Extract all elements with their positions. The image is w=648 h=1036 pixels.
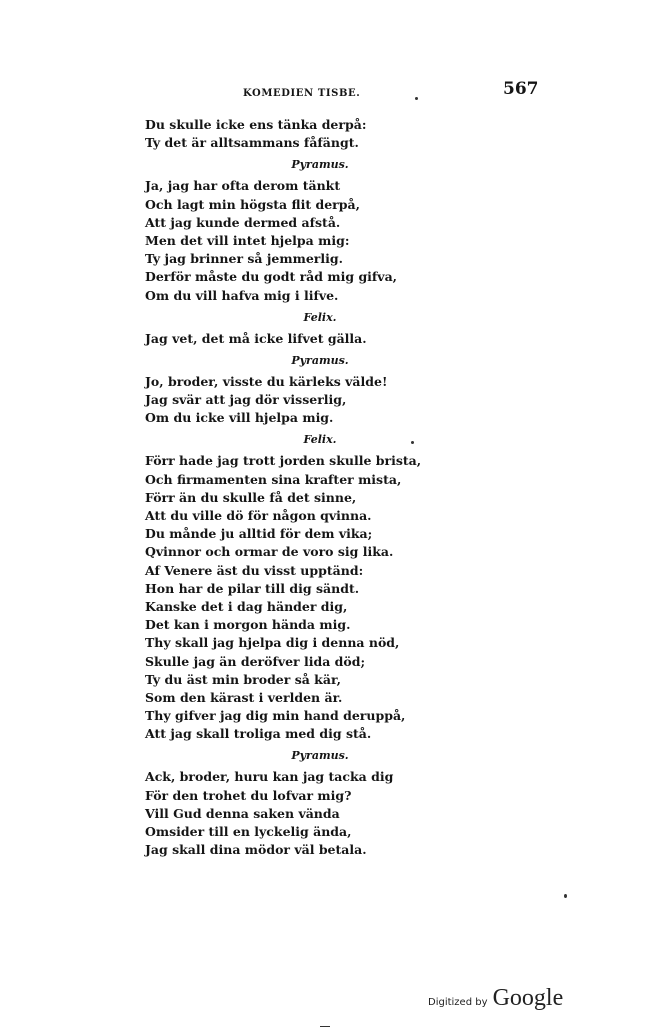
verse-line: För den trohet du lofvar mig? [145, 787, 352, 803]
verse-line: Att du ville dö för någon qvinna. [145, 508, 372, 523]
scan-speck [320, 1026, 330, 1027]
verse-line: Omsider till en lyckelig ända, [145, 824, 352, 839]
digitized-by-label: Digitized by [428, 997, 488, 1008]
verse-line: Hon har de pilar till dig sändt. [145, 580, 360, 596]
verse-line: Att jag kunde dermed afstå. [145, 214, 341, 230]
verse-line: Skulle jag än deröfver lida död; [145, 653, 366, 669]
verse-line: Af Venere äst du visst upptänd: [145, 562, 364, 578]
google-logo: Google [492, 985, 564, 1011]
verse-line: Ty jag brinner så jemmerlig. [145, 251, 343, 267]
verse-line: Derför måste du godt råd mig gifva, [145, 269, 398, 285]
verse-line: Men det vill intet hjelpa mig: [145, 232, 350, 248]
speaker-name: Pyramus. [291, 158, 349, 172]
speaker-name: Felix. [303, 433, 337, 447]
verse-line: Du månde ju alltid för dem vika; [145, 526, 373, 542]
scan-speck [564, 894, 567, 898]
verse-line: Qvinnor och ormar de voro sig lika. [145, 544, 394, 560]
verse-line: Jag vet, det må icke lifvet gälla. [145, 330, 367, 346]
verse-line: Ack, broder, huru kan jag tacka dig [145, 769, 394, 785]
verse-line: Jo, broder, visste du kärleks välde! [145, 373, 388, 389]
verse-line: Ja, jag har ofta derom tänkt [145, 178, 341, 194]
scan-speck [415, 97, 418, 100]
verse-line: Ty du äst min broder så kär, [145, 671, 341, 687]
verse-line: Ty det är alltsammans fåfängt. [145, 135, 359, 151]
verse-line: Förr än du skulle få det sinne, [145, 489, 357, 505]
verse-line: Thy gifver jag dig min hand deruppå, [145, 708, 406, 724]
verse-line: Och lagt min högsta flit derpå, [145, 196, 360, 212]
verse-line: Du skulle icke ens tänka derpå: [145, 117, 367, 132]
page-number: 567 [503, 79, 539, 99]
verse-line: Det kan i morgon hända mig. [145, 617, 351, 633]
verse-line: Jag svär att jag dör visserlig, [145, 392, 347, 408]
verse-line: Som den kärast i verlden är. [145, 689, 343, 705]
speaker-name: Pyramus. [291, 749, 349, 763]
verse-line: Att jag skall troliga med dig stå. [145, 726, 372, 742]
verse-line: Kanske det i dag händer dig, [145, 598, 348, 614]
digitized-by-google-watermark [428, 985, 563, 1012]
scan-speck [411, 441, 414, 444]
verse-line: Vill Gud denna saken vända [145, 805, 340, 821]
speaker-name: Felix. [303, 310, 337, 324]
verse-line: Thy skall jag hjelpa dig i denna nöd, [145, 635, 400, 651]
verse-line: Jag skall dina mödor väl betala. [145, 842, 367, 858]
running-title: KOMEDIEN TISBE. [243, 88, 361, 99]
verse-line: Om du vill hafva mig i lifve. [145, 287, 339, 303]
verse-line: Och firmamenten sina krafter mista, [145, 471, 402, 487]
speaker-name: Pyramus. [291, 353, 349, 367]
play-text [145, 116, 475, 859]
verse-line: Om du icke vill hjelpa mig. [145, 410, 334, 426]
verse-line: Förr hade jag trott jorden skulle brista, [145, 453, 422, 469]
